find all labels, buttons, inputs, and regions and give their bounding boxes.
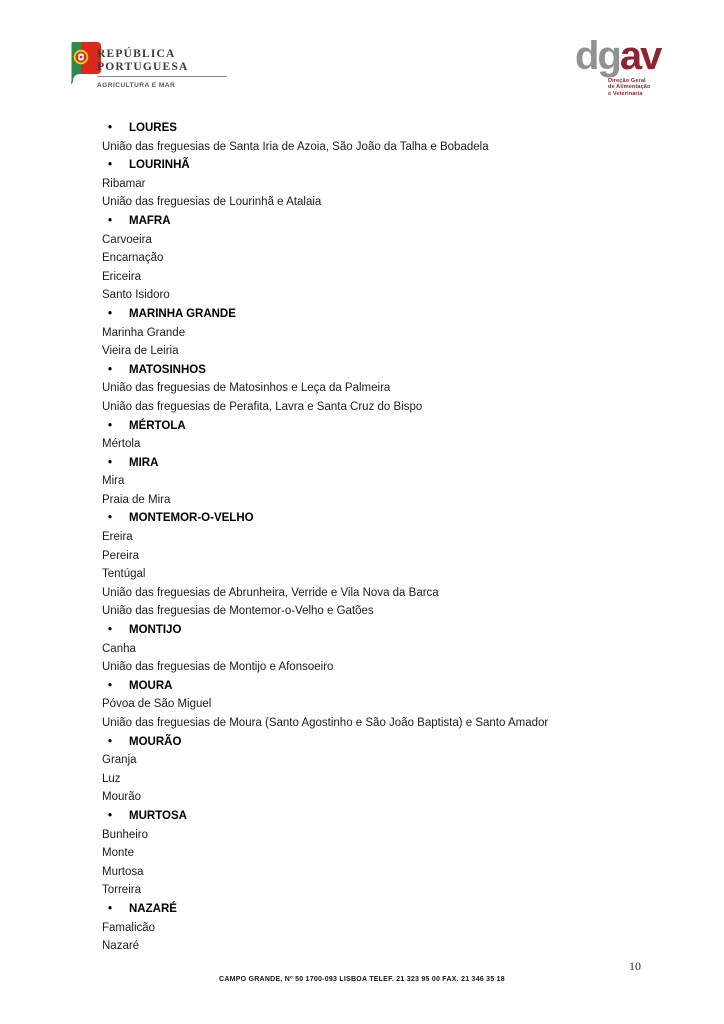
bullet-icon: • [108, 307, 113, 320]
bullet-icon: • [108, 419, 113, 432]
municipality-item [102, 677, 662, 696]
bullet-icon: • [108, 363, 113, 376]
municipality-item [102, 361, 662, 380]
municipality-item [102, 733, 662, 752]
dgav-abbr-gray: dg [575, 34, 620, 78]
municipality-name: MIRA [129, 456, 159, 469]
parish-item: União das freguesias de Lourinhã e Atalaia [102, 196, 322, 209]
municipality-item [102, 509, 662, 528]
page-number: 10 [629, 959, 641, 973]
municipality-name: LOURINHÃ [129, 159, 190, 172]
bullet-icon: • [108, 679, 113, 692]
municipality-item [102, 305, 662, 324]
parish-item: Mourão [102, 791, 141, 804]
parish-item: União das freguesias de Montijo e Afonsoeiro [102, 661, 334, 674]
parish-item: Granja [102, 754, 137, 767]
municipality-name: NAZARÉ [129, 902, 177, 915]
bullet-icon: • [108, 122, 113, 134]
municipality-item [102, 417, 662, 436]
parish-item: Tentúgal [102, 568, 146, 581]
dgav-tagline-line: e Veterinária [608, 90, 643, 97]
municipality-name: MARINHA GRANDE [129, 307, 236, 320]
parish-item: União das freguesias de Moura (Santo Agostinho e São João Baptista) e Santo Amador [102, 717, 549, 729]
bullet-icon: • [108, 902, 113, 915]
parish-item: Ribamar [102, 177, 146, 190]
parish-item: Vieira de Leiria [102, 345, 179, 358]
municipality-item [102, 807, 662, 826]
parish-item: União das freguesias de Santa Iria de Azoia, São João da Talha e Bobadela [102, 140, 489, 153]
parish-item: Ericeira [102, 270, 141, 283]
municipality-name: MONTIJO [129, 624, 182, 637]
dgav-logo-abbr [575, 34, 665, 78]
municipality-item [102, 454, 662, 473]
municipality-item [102, 621, 662, 640]
bullet-icon: • [108, 512, 113, 525]
parish-item: Murtosa [102, 865, 144, 878]
bullet-icon: • [108, 735, 113, 748]
parish-item: Pereira [102, 549, 140, 562]
municipality-name: LOURES [129, 122, 177, 134]
municipality-name: MURTOSA [129, 809, 187, 822]
parish-item: Encarnação [102, 252, 164, 265]
municipality-item [102, 119, 662, 138]
parish-item: Monte [102, 847, 134, 860]
parish-item: Bunheiro [102, 828, 149, 841]
parish-item: Póvoa de São Miguel [102, 698, 212, 711]
parish-item: Mira [102, 475, 125, 488]
municipality-name: MAFRA [129, 214, 171, 227]
gov-logo-department: AGRICULTURA E MAR [97, 82, 176, 89]
gov-logo-divider [97, 76, 227, 77]
parish-item: Santo Isidoro [102, 289, 170, 302]
municipality-item [102, 156, 662, 175]
municipality-list [102, 119, 662, 956]
gov-logo-title-line2: PORTUGUESA [97, 60, 189, 73]
parish-item: Luz [102, 772, 121, 785]
municipality-name: MOURA [129, 679, 173, 692]
gov-logo-title-line1: REPÚBLICA [97, 48, 176, 60]
dgav-logo [575, 34, 665, 97]
footer-address: CAMPO GRANDE, Nº 50 1700-093 LISBOA TELEF. 21 323 95 00 FAX. 21 346 35 18 [219, 976, 505, 983]
parish-item: Ereira [102, 531, 133, 544]
dgav-logo-tagline [608, 78, 651, 97]
parish-item: União das freguesias de Abrunheira, Verride e Vila Nova da Barca [102, 586, 439, 599]
municipality-name: MATOSINHOS [129, 363, 206, 376]
dgav-tagline-line: Direção Geral [608, 78, 646, 84]
parish-item: União das freguesias de Matosinhos e Leça da Palmeira [102, 382, 391, 395]
gov-logo-title [97, 48, 257, 73]
municipality-name: MONTEMOR-O-VELHO [129, 512, 254, 525]
parish-item: Canha [102, 642, 136, 655]
parish-item: Mértola [102, 438, 141, 451]
parish-item: Nazaré [102, 940, 140, 953]
parish-item: Famalicão [102, 921, 156, 934]
parish-item: Carvoeira [102, 233, 152, 246]
dgav-tagline-line: de Alimentação [608, 84, 651, 91]
parish-item: União das freguesias de Montemor-o-Velho e Gatões [102, 605, 374, 618]
dgav-abbr-red: av [619, 34, 661, 78]
bullet-icon: • [108, 624, 113, 637]
parish-item: Marinha Grande [102, 326, 186, 339]
bullet-icon: • [108, 214, 113, 227]
municipality-item [102, 900, 662, 919]
bullet-icon: • [108, 456, 113, 469]
parish-item: União das freguesias de Perafita, Lavra e Santa Cruz do Bispo [102, 400, 423, 413]
bullet-icon: • [108, 809, 113, 822]
bullet-icon: • [108, 159, 113, 172]
parish-item: Praia de Mira [102, 493, 171, 506]
municipality-item [102, 212, 662, 231]
parish-item: Torreira [102, 884, 141, 897]
municipality-name: MOURÃO [129, 735, 182, 748]
municipality-name: MÉRTOLA [129, 419, 186, 432]
